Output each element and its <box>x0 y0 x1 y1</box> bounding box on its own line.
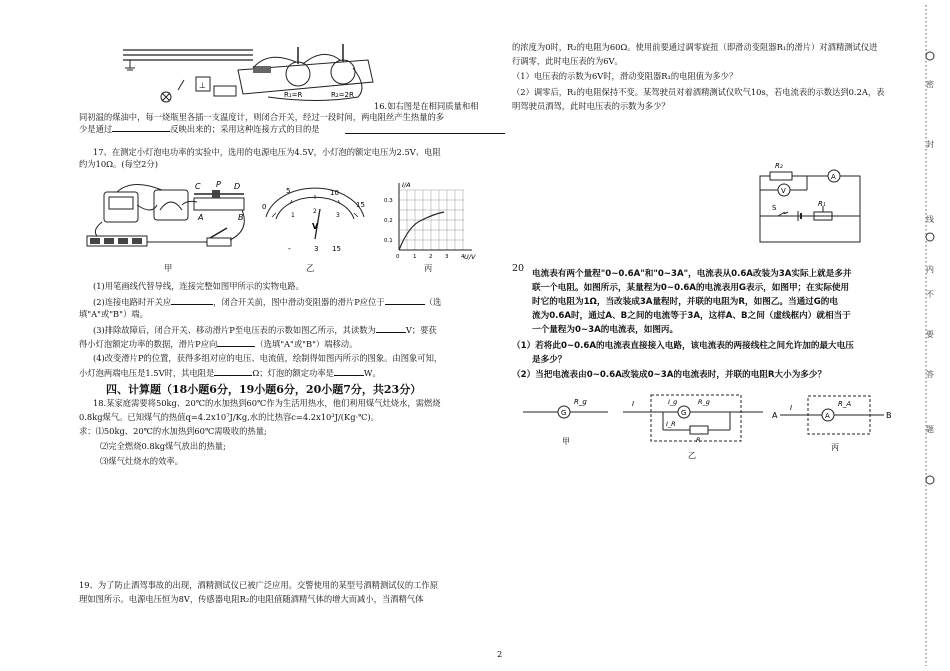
svg-text:⊥: ⊥ <box>199 81 206 90</box>
page-number: 2 <box>497 649 503 659</box>
q20-line1: 电流表有两个量程"0~0.6A"和"0~3A"，电流表从0.6A改装为3A实际上就是多并 <box>532 269 852 279</box>
q17-part1: (1)用笔画线代替导线，连接完整如图甲所示的实物电路。 <box>93 281 304 291</box>
q20-number: 20 <box>512 263 525 274</box>
q20-line3: 时它的电阻为1Ω，当改装成3A量程时，并联的电阻为R，如图乙。当通过G的电 <box>532 297 838 307</box>
q20-fig-yi-r: R <box>696 436 701 444</box>
q20-fig-bing-ammeter: A <box>825 412 830 420</box>
q17-graph-y-tick: 0.1 <box>384 238 393 244</box>
q17-graph-x-tick: 4 <box>461 254 465 260</box>
q20-line4: 流为0.6A时，通过A、B之间的电流等于3A，这样A、B之间（虚线框内）就相当于 <box>532 311 851 321</box>
q19-switch-label: S <box>772 204 777 212</box>
q16-r1-label: R₁=R <box>284 91 303 99</box>
q20-fig-bing-a: A <box>772 411 778 420</box>
q20-fig-yi-ir: I_R <box>666 420 676 428</box>
answer-blank[interactable] <box>376 323 406 333</box>
q20-fig-yi-rg: R_g <box>698 398 710 406</box>
q19-line1: 19、为了防止酒驾事故的出现，酒精测试仪已被广泛应用。交警使用的某型号酒精测试仪的工作原 <box>79 580 439 590</box>
q16-r2-label: R₂=2R <box>331 91 354 99</box>
q19-r2-label: R₂ <box>775 162 783 170</box>
q20-question2: （2）当把电流表由0~0.6A改装成0~3A的电流表时，并联的电阻R大小为多少？ <box>512 370 827 380</box>
q17-graph-x-axis-label: U/V <box>464 253 476 261</box>
section-4-heading: 四、计算题（18小题6分，19小题6分，20小题7分，共23分） <box>106 383 422 396</box>
q17-part3: (3)排除故障后，闭合开关、移动滑片P至电压表的示数如图乙所示，其读数为 V；要获 <box>93 325 437 335</box>
answer-blank[interactable] <box>214 366 252 376</box>
q17-meter-tick-15: 15 <box>356 201 365 209</box>
q17-line1: 17、在测定小灯泡电功率的实验中，选用的电源电压为4.5V，小灯泡的额定电压为2.5V、电阻 <box>93 147 441 157</box>
binding-hole-icon <box>926 233 934 241</box>
q17-terminal-a: A <box>198 213 204 222</box>
binding-margin-char: 封 <box>926 140 934 149</box>
q16-line3: 少是通过 反映出来的；采用这种连接方式的目的是 <box>79 124 320 134</box>
q17-meter-term-3: 3 <box>314 245 319 253</box>
q17-meter-tick-10: 10 <box>330 189 339 197</box>
binding-margin-char: 答 <box>926 370 934 379</box>
q20-fig-bing-b: B <box>886 411 892 420</box>
q17-meter-term-15: 15 <box>332 245 341 253</box>
binding-margin-char: 不 <box>926 290 934 299</box>
q17-part4-cont: 小灯泡两端电压是1.5V时，其电阻是 Ω；灯泡的额定功率是 W。 <box>79 368 381 378</box>
q19-r1-label: R₁ <box>818 200 826 208</box>
q17-graph-y-tick: 0.2 <box>384 218 393 224</box>
answer-blank[interactable] <box>112 122 170 132</box>
q17-graph-x-tick: 2 <box>429 254 433 260</box>
q19-ammeter-label: A <box>831 173 836 181</box>
q17-figure-jia <box>82 180 252 266</box>
q17-part2-cont: 填"A"或"B"）端。 <box>79 309 148 319</box>
binding-margin-char: 题 <box>926 425 934 434</box>
q16-line2: 同初温的煤油中，每一烧瓶里各插一支温度计，则闭合开关，经过一段时间，两电阻丝产生热量的多 <box>79 112 445 122</box>
q20-question1: （1）若将此0~0.6A的电流表直接接入电路，该电流表的两接线柱之间允许加的最大电压 <box>512 341 854 351</box>
q17-figure-bing <box>384 180 482 266</box>
q18-line2: 0.8kg煤气。已知煤气的热值q=4.2x10⁷J/Kg,水的比热容c=4.2x10³J/(Kg·℃)。 <box>79 412 379 422</box>
q17-line2: 约为10Ω。(每空2分) <box>79 159 158 169</box>
q19-circuit-figure <box>752 158 868 252</box>
q20-fig-yi-ig: I_g <box>668 398 678 406</box>
q17-fig-yi-caption: 乙 <box>306 263 315 273</box>
q20-fig-jia-caption: 甲 <box>562 437 570 446</box>
q17-terminal-b: B <box>238 213 244 222</box>
q17-meter-tick-3: 3 <box>336 212 340 219</box>
q17-graph-y-axis-label: I/A <box>402 181 411 189</box>
q17-part4: (4)改变滑片P的位置，获得多组对应的电压、电流值，绘制得如图丙所示的图象。由图象可知， <box>93 353 443 363</box>
q20-line5: 一个量程为0~3A的电流表，如图丙。 <box>532 325 679 335</box>
answer-blank[interactable] <box>171 295 213 305</box>
q20-figures <box>518 390 898 470</box>
q17-fig-bing-caption: 丙 <box>424 263 433 273</box>
q17-meter-tick-1: 1 <box>291 212 295 219</box>
q17-graph-x-tick: 3 <box>445 254 449 260</box>
binding-hole-icon <box>926 52 934 60</box>
binding-hole-icon <box>926 476 934 484</box>
binding-margin-char: 内 <box>926 265 934 274</box>
binding-margin-char: 线 <box>926 215 934 224</box>
answer-blank[interactable] <box>217 337 255 347</box>
q17-meter-unit: V <box>312 222 319 231</box>
q20-fig-jia-rg: R_g <box>574 398 587 406</box>
q20-fig-yi-g: G <box>681 409 687 417</box>
q19-question1: （1）电压表的示数为6V时，滑动变阻器R₁的电阻值为多少？ <box>512 71 738 81</box>
q17-terminal-p: P <box>216 180 221 189</box>
q20-fig-bing-ra: R_A <box>838 400 852 408</box>
q19-voltmeter-label: V <box>781 187 786 195</box>
q16-figure <box>118 42 386 112</box>
binding-margin-char: 密 <box>926 80 934 89</box>
q19-right-line2: 行调零，此时电压表的为6V。 <box>512 56 623 66</box>
q17-terminal-c: C <box>195 182 201 191</box>
q17-meter-tick-0: 0 <box>262 203 267 211</box>
q20-fig-yi-caption: 乙 <box>688 451 696 460</box>
q19-question2: （2）调零后，R₁的电阻保持不变。某驾驶员对着酒精测试仪吹气10s，若电流表的示数达到0.2A，表 <box>512 87 885 97</box>
q19-line2: 理如图所示。电源电压恒为8V，传感器电阻R₂的电阻值随酒精气体的增大而减小，当酒精气体 <box>79 594 424 604</box>
q20-fig-yi-i: I <box>632 400 635 408</box>
answer-blank[interactable] <box>334 366 364 376</box>
q17-part2: (2)连接电路时开关应 ，闭合开关前，图中滑动变阻器的滑片P应位于 （选 <box>93 297 442 307</box>
q17-graph-y-tick: 0.3 <box>384 198 393 204</box>
q20-question1-cont: 是多少？ <box>532 355 567 365</box>
q20-fig-jia-g: G <box>561 409 567 417</box>
q16-line1: 16.如右图是在相同质量和相 <box>374 101 479 111</box>
answer-blank[interactable] <box>385 295 425 305</box>
q20-fig-bing-i: I <box>790 404 793 412</box>
q18-line3: 求：⑴50kg、20℃的水加热到60℃需吸收的热量; <box>79 426 267 436</box>
q17-graph-x-tick: 0 <box>396 254 400 260</box>
q17-meter-tick-2: 2 <box>313 208 317 215</box>
binding-margin <box>918 0 950 671</box>
q19-question2-cont: 明驾驶员酒驾，此时电压表的示数为多少？ <box>512 101 670 111</box>
q17-figure-yi <box>258 187 370 263</box>
q18-line4: ⑵完全燃烧0.8kg煤气放出的热量; <box>100 441 226 451</box>
q20-fig-bing-caption: 丙 <box>831 443 839 452</box>
q18-line5: ⑶煤气灶烧水的效率。 <box>100 456 183 466</box>
q20-line2: 联一个电阻。如图所示，某量程为0~0.6A的电流表用G表示，如图甲；在实际使用 <box>532 283 850 293</box>
q17-meter-term-neg: - <box>288 244 291 253</box>
q17-meter-tick-5: 5 <box>286 187 291 195</box>
answer-blank[interactable] <box>345 133 505 134</box>
q18-line1: 18.某家庭需要将50kg、20℃的水加热到60℃作为生活用热水，他们利用煤气灶烧水，需燃烧 <box>93 398 441 408</box>
q17-fig-jia-caption: 甲 <box>164 263 173 273</box>
q19-right-line1: 的浓度为0时，R₂的电阻为60Ω。使用前要通过调零旋扭（即滑动变阻器R₁的滑片）对酒精测试仪进 <box>512 42 878 52</box>
binding-margin-char: 要 <box>926 330 934 339</box>
q17-graph-x-tick: 1 <box>413 254 417 260</box>
q17-terminal-d: D <box>234 182 241 191</box>
q17-part3-cont: 得小灯泡额定功率的数据，滑片P应向 （选填"A"或"B"）端移动。 <box>79 339 358 349</box>
